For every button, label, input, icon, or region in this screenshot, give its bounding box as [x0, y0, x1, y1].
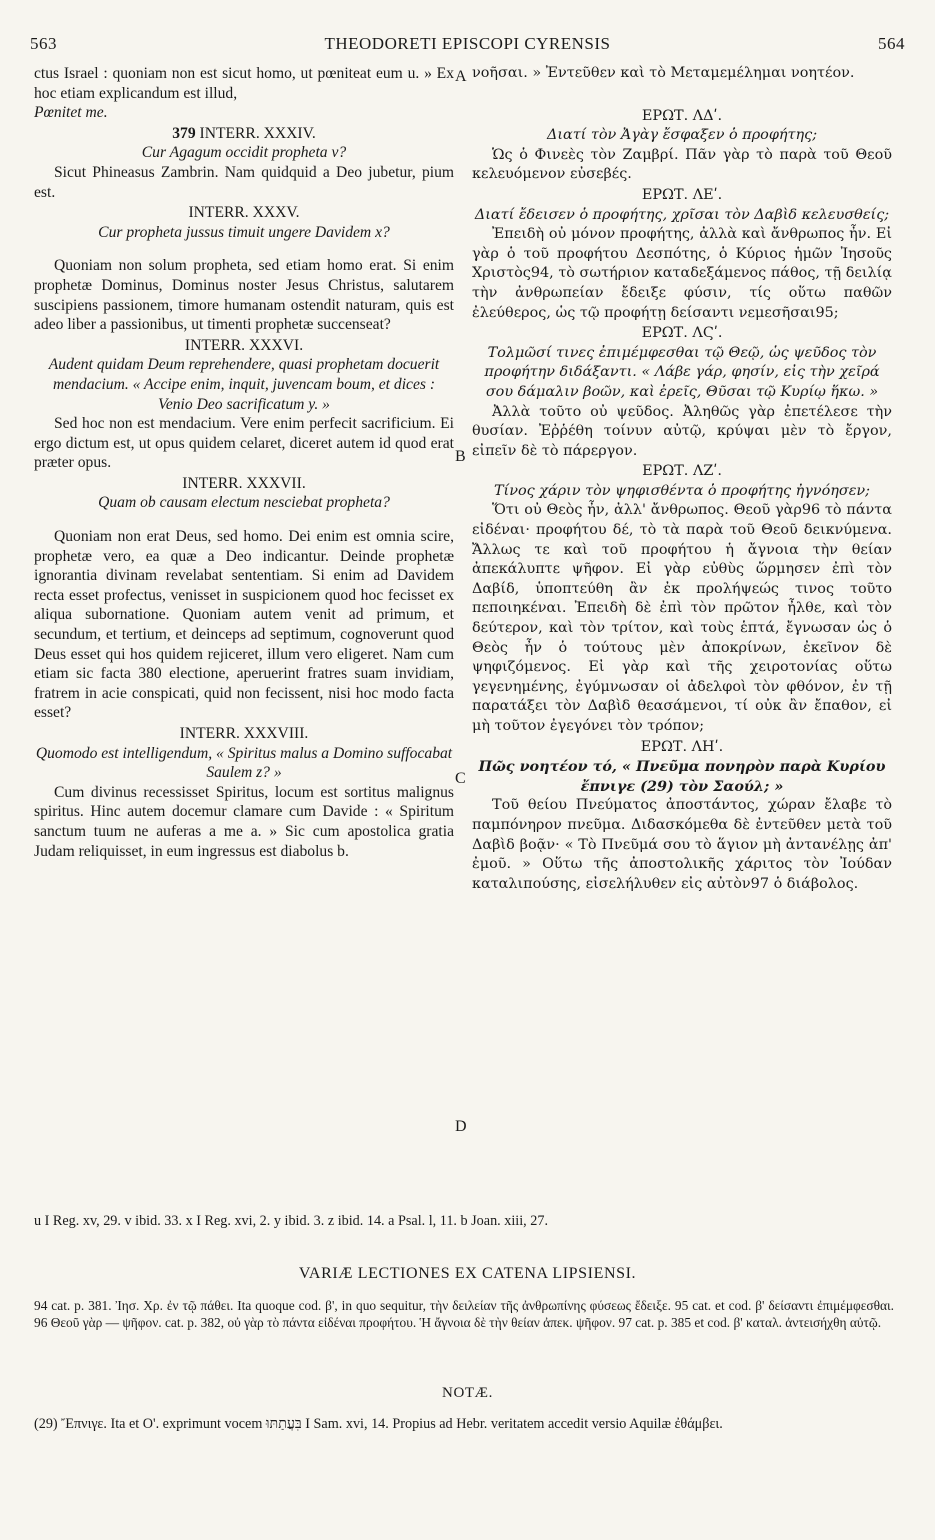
question-title: Cur Agagum occidit propheta v? [141, 144, 347, 162]
greek-continuation: νοῆσαι. » Ἐντεῦθεν καὶ τὸ Μεταμεμέλημαι νοητέον. [472, 65, 855, 81]
left-page-number: 563 [30, 34, 57, 53]
notae-title: NOTÆ. [442, 1385, 493, 1401]
right-page-number: 564 [878, 34, 905, 53]
latin-column [34, 64, 454, 861]
question-title: Audent quidam Deum reprehendere, quasi prophetam docuerit mendacium. « Accipe enim, inquit, juvencam boum, et dices : Venio Deo sacrificatum y. » [48, 356, 440, 413]
question-heading: INTERR. XXXVIII. [179, 725, 309, 742]
answer-text: Ὅτι οὐ Θεὸς ἦν, ἀλλ' ἄνθρωπος. Θεοῦ γὰρ96 τὸ πάντα εἰδέναι· προφήτου δέ, τὸ τὰ παρὰ τοῦ Θεοῦ δεικνύμενα. Ἄλλως τε καὶ τοῦ προφήτου ἡ ἄγνοια τὴν θείαν ἀπεκάλυπτε ψῆφον. Εἰ γὰρ εὐθὺς ὥρμησεν ἐπὶ τὸν Δαβίδ, ὑποπτεύθη ἂν ἐκ προλήψεώς τινος τοῦτο πεποιηκέναι. Ἐπειδὴ δὲ ἐπὶ τὸν πρῶτον ἦλθε, καὶ τὸν δεύτερον, καὶ τὸν τρίτον, καὶ τοὺς ἑπτά, ἔγνωσαν ὡς ὁ Θεὸς ἦν ὁ τούτους μὲν ἀποκρίνων, ἐκεῖνον δὲ ψηφιζόμενος. Εἰ γὰρ καὶ τῆς χειροτονίας οὕτω γεγενημένης, ἐγύμνωσαν οἱ ἀδελφοὶ τὸν φθόνον, ἐν τῇ παρατάξει τὸν Δαβὶδ θεασάμενοι, τί οὐκ ἂν ἔπαθον, εἰ μὴ τοῦτον ἐγεγόνει τὸν τρόπον; [472, 502, 892, 734]
question-heading: ΕΡΩΤ. ΛΕʹ. [641, 186, 723, 203]
question-title: Πῶς νοητέον τό, « Πνεῦμα πονηρὸν παρὰ Κυρίου ἔπνιγε (29) τὸν Σαούλ; » [478, 758, 886, 795]
answer-text: Quoniam non erat Deus, sed homo. Dei enim est omnia scire, prophetæ vero, ea quæ a Deo indicantur. Deinde prophetæ ignorantia divinam revelabat sententiam. Si enim ad Davidem recta esset profectus, venisset in suspicionem quod hoc fecisset ex aliqua subornatione. Quoniam autem venit ad primum, et secundum, et tertium, et deinceps ad septimum, cognoverunt quod Deus esset qui hos quidem rejiceret, illum vero eligeret. Nam cum etiam sic facta 380 electione, aperuerint fratres suam invidiam, fratrem in acie conspicati, quid non fecissent, nisi hoc modo facta esset? [34, 528, 454, 722]
greek-column [472, 64, 892, 894]
answer-text: Ἐπειδὴ οὐ μόνον προφήτης, ἀλλὰ καὶ ἄνθρωπος ἦν. Εἰ γὰρ ὁ τοῦ προφήτου Δεσπότης, ὁ Κύριος ἡμῶν Ἰησοῦς Χριστὸς94, τὸ σωτήριον καταδεξάμενος πάθος, τῇ δειλίᾳ τὴν ἀνθρωπείαν ἔδειξε φύσιν, τίς οὕτω παθῶν ἐλεύθερος, ὡς τῷ προφήτῃ δείσαντι νεμεσῆσαι95; [472, 226, 892, 321]
question-heading: INTERR. XXXIV. [199, 124, 316, 142]
margin-letter-c: C [455, 770, 466, 787]
page-title: THEODORETI EPISCOPI CYRENSIS [324, 34, 611, 53]
question-title: Quomodo est intelligendum, « Spiritus malus a Domino suffocabat Saulem z? » [35, 744, 453, 782]
question-title: Cur propheta jussus timuit ungere Davidem x? [98, 223, 390, 241]
answer-text: Cum divinus recessisset Spiritus, locum est sortitus malignus spiritus. Hinc autem docemur clamare cum Davide : « Spiritum sanctum tuum ne auferas a me a. » Sic cum apostolica gratia Judam reliquisset, in eum ingressus est diabolus b. [34, 783, 454, 860]
question-heading: INTERR. XXXVII. [182, 474, 306, 492]
margin-letter-a: A [455, 68, 467, 85]
question-heading: ΕΡΩΤ. ΛΗʹ. [640, 738, 724, 755]
latin-continuation: ctus Israel : quoniam non est sicut homo, ut pœniteat eum u. » Ex hoc etiam explicandum est illud, [34, 65, 454, 102]
margin-letter-d: D [455, 1118, 467, 1135]
question-heading: INTERR. XXXV. [188, 204, 300, 222]
question-title: Διατί τὸν Ἀγὰγ ἔσφαξεν ὁ προφήτης; [546, 127, 818, 144]
question-heading: INTERR. XXXVI. [184, 336, 304, 354]
question-title: Τίνος χάριν τὸν ψηφισθέντα ὁ προφήτης ἠγνόησεν; [493, 482, 871, 499]
variae-lectiones-text: 94 cat. p. 381. Ἰησ. Χρ. ἐν τῷ πάθει. Ita quoque cod. β', in quo sequitur, τὴν δειλείαν τῆς ἀνθρωπίνης φύσεως ἔδειξε. 95 cat. et cod. β' δείσαντι ἐπιμέμφεσθαι. 96 Θεοῦ γὰρ — ψῆφον. cat. p. 382, οὐ γὰρ τὸ πάντα εἰδέναι προφήτου. Ἡ ἄγνοια δὲ τὴν θείαν ἀπεκ. ψῆφον. 97 cat. p. 385 et cod. β' καταλ. ἀντεισήχθη αὐτῷ. [34, 1298, 894, 1330]
question-heading: ΕΡΩΤ. ΛΖʹ. [642, 463, 722, 480]
running-header [30, 34, 905, 56]
notae-text: (29) Ἔπνιγε. Ita et O'. exprimunt vocem בִּעֲתַתּוּ I Sam. xvi, 14. Propius ad Hebr. veritatem accedit versio Aquilæ ἐθάμβει. [34, 1416, 723, 1432]
scripture-footnotes: u I Reg. xv, 29. v ibid. 33. x I Reg. xvi, 2. y ibid. 3. z ibid. 14. a Psal. l, 11. b Joan. xiii, 27. [34, 1213, 549, 1229]
margin-letter-b: B [455, 448, 466, 465]
answer-text: Ἀλλὰ τοῦτο οὐ ψεῦδος. Ἀληθῶς γὰρ ἐπετέλεσε τὴν θυσίαν. Ἐῤῥέθη τοίνυν αὐτῷ, κρύψαι μὲν τὸ ἔργον, εἰπεῖν δὲ τὸ πάρεργον. [472, 403, 892, 459]
variae-lectiones-title: VARIÆ LECTIONES EX CATENA LIPSIENSI. [298, 1265, 637, 1282]
answer-text: Sicut Phineasus Zambrin. Nam quidquid a Deo jubetur, pium est. [34, 163, 454, 201]
answer-text: Τοῦ θείου Πνεύματος ἀποστάντος, χώραν ἔλαβε τὸ παμπόνηρον πνεῦμα. Διδασκόμεθα δὲ ἐντεῦθεν μετὰ τοῦ Δαβὶδ βοᾷν· « Τὸ Πνεῦμά σου τὸ ἅγιον μὴ ἀντανέλῃς ἀπ' ἐμοῦ. » Οὕτω τῆς ἀποστολικῆς χάριτος τὸν Ἰούδαν καταλιπούσης, εἰσελήλυθεν εἰς αὐτὸν97 ὁ διάβολος. [472, 797, 892, 892]
answer-text: Quoniam non solum propheta, sed etiam homo erat. Si enim prophetæ Dominus, Dominus noster Jesus Christus, salutarem suscipiens passionem, timore humanam ostendit naturam, quis est adeo liber a passionibus, ut timenti prophetæ succenseat? [34, 257, 454, 334]
question-title: Διατί ἔδεισεν ὁ προφήτης, χρῖσαι τὸν Δαβὶδ κελευσθείς; [474, 206, 890, 223]
answer-text: Ὡς ὁ Φινεὲς τὸν Ζαμβρί. Πᾶν γὰρ τὸ παρὰ τοῦ Θεοῦ κελευόμενον εὐσεβές. [472, 146, 892, 183]
column-marker: 379 [172, 124, 196, 142]
question-heading: ΕΡΩΤ. ΛΔʹ. [641, 107, 723, 124]
question-title: Τολμῶσί τινες ἐπιμέμφεσθαι τῷ Θεῷ, ὡς ψεῦδος τὸν προφήτην διδάξαντι. « Λάβε γάρ, φησίν, εἰς τὴν χεῖρά σου δάμαλιν βοῶν, καὶ ἐρεῖς, Θῦσαι τῷ Κυρίῳ ἥκω. » [484, 344, 880, 400]
question-title: Quam ob causam electum nesciebat propheta? [98, 494, 390, 512]
latin-continuation-end: Pœnitet me. [34, 104, 108, 122]
question-heading: ΕΡΩΤ. ΛϚʹ. [641, 325, 723, 342]
answer-text: Sed hoc non est mendacium. Vere enim perfecit sacrificium. Ei ergo dictum est, ut opus quidem celaret, diceret autem id quod erat præter opus. [34, 415, 454, 472]
